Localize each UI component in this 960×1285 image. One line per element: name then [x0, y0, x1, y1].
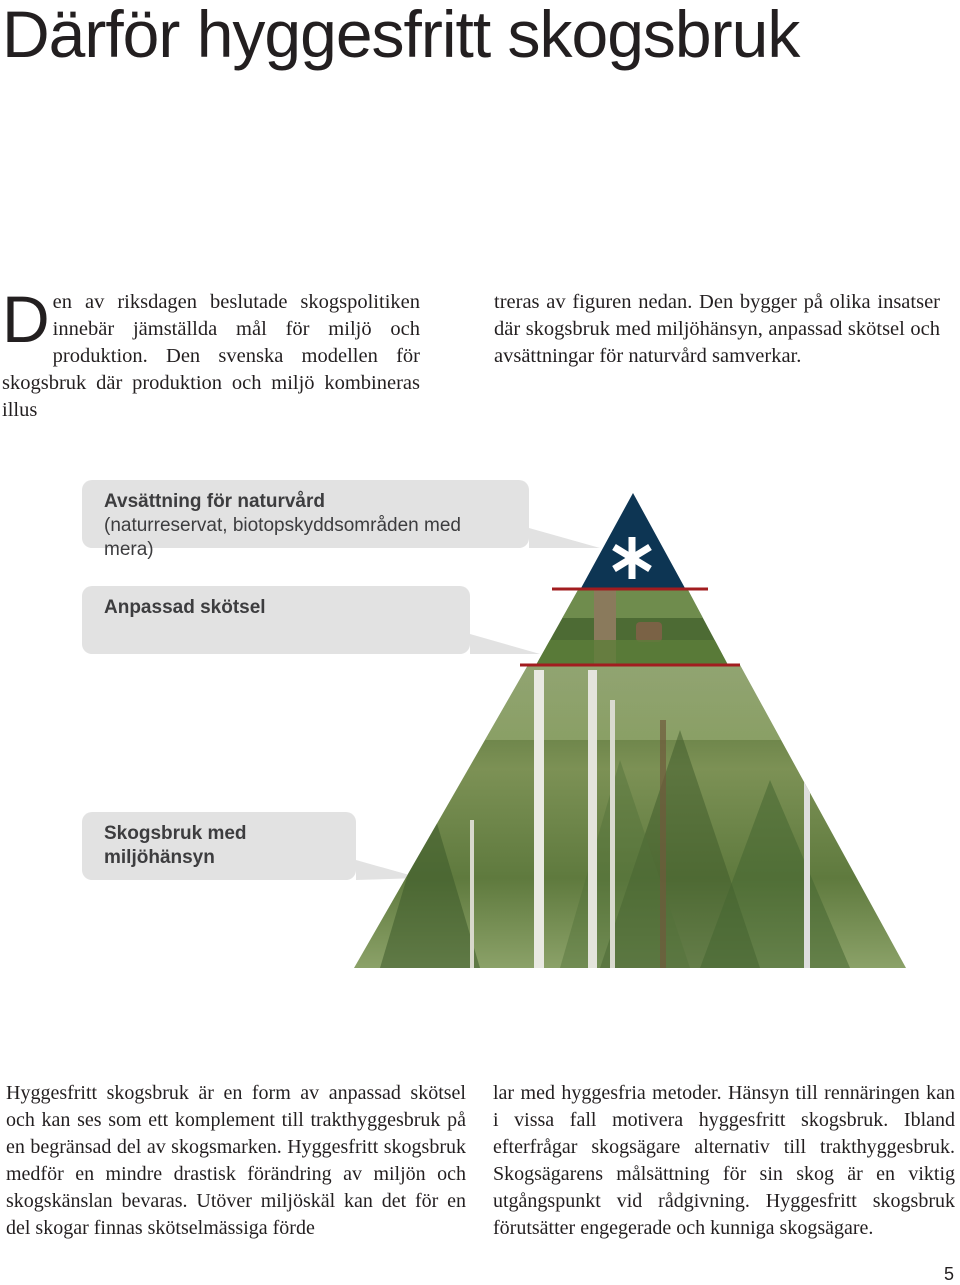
body-text-left: Hyggesfritt skogsbruk är en form av anpassad skötsel och kan ses som ett komplement till trakthyggesbruk på en begränsad del av skogsmarken. Hyggesfritt skogsbruk medför en mindre drastisk förändring av miljön och skogskänslan bevaras. Utöver miljöskäl kan det för en del skogar finnas skötselmässiga förde	[6, 1082, 466, 1239]
label-forestry-environment	[82, 812, 356, 880]
forest-photo-bottom	[350, 660, 910, 972]
page-number: 5	[943, 1264, 954, 1284]
body-column-right	[493, 1080, 955, 1242]
body-text-right: lar med hyggesfria metoder. Hänsyn till rennäringen kan i vissa fall motivera hyggesfritt skogsbruk. Ibland efterfrågar skogsägare alternativ till trakthyggesbruk. Skogsägarens målsättning för sin skog är en viktig utgångspunkt vid rådgivning. Hyggesfritt skogsbruk förutsätter engegerade och kunniga skogsägare.	[493, 1082, 955, 1239]
label-nature-reserve	[82, 480, 529, 560]
drop-cap: D	[2, 282, 50, 356]
label-adapted-management-title: Anpassad skötsel	[104, 597, 266, 618]
page-title: Därför hyggesfritt skogsbruk	[2, 0, 800, 71]
callout-pointer-1	[529, 528, 600, 548]
intro-text-left: en av riksdagen beslutade skogspolitiken innebär jämställda mål för miljö och produktion. Den svenska modellen för skogsbruk där produktion och miljö kombineras illus	[2, 291, 420, 421]
forest-photo-middle	[530, 588, 734, 668]
body-column-left	[6, 1080, 466, 1242]
label-nature-reserve-subtitle: (naturreservat, biotopskyddsområden med mera)	[104, 515, 461, 560]
intro-text-right: treras av figuren nedan. Den bygger på olika insatser där skogsbruk med miljöhänsyn, anpassad skötsel och avsättningar för naturvård samverkar.	[494, 291, 940, 367]
label-nature-reserve-title: Avsättning för naturvård	[104, 491, 325, 512]
label-adapted-management	[82, 586, 470, 654]
callout-pointer-2	[470, 634, 540, 654]
label-forestry-environment-title: Skogsbruk med miljöhänsyn	[104, 823, 247, 868]
